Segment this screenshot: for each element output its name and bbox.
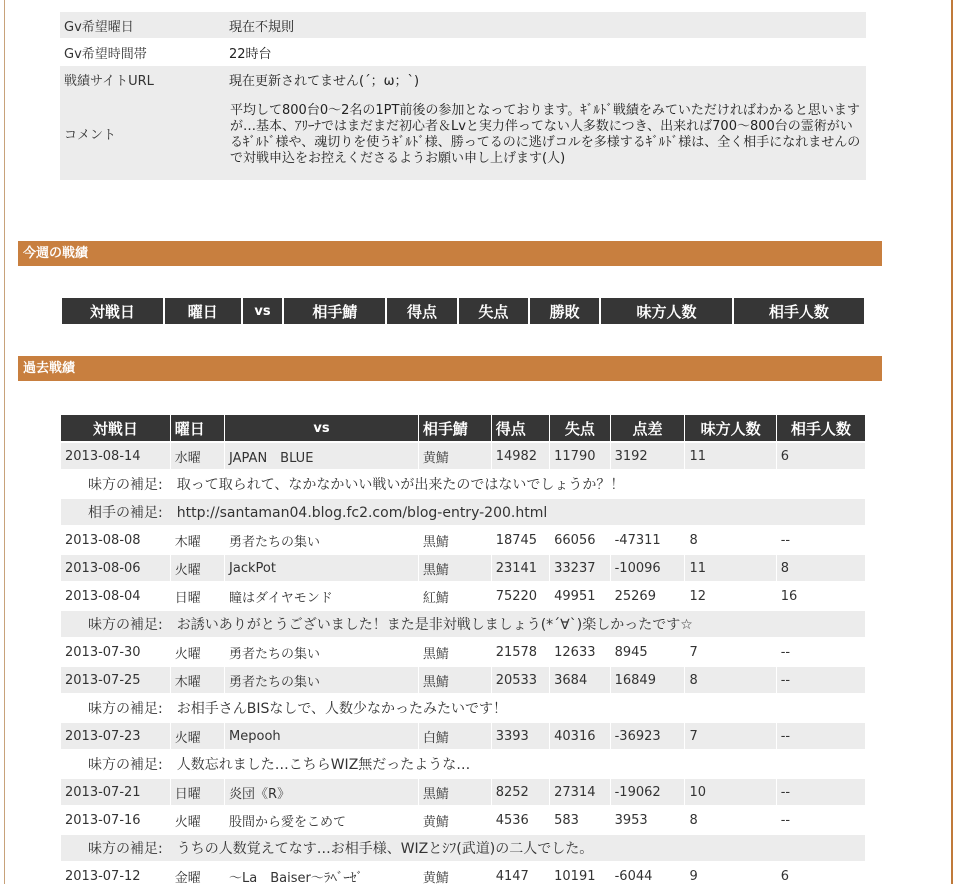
column-header: 対戦日 <box>62 298 163 324</box>
points-scored: 4147 <box>495 868 529 884</box>
column-header: 相手人数 <box>734 298 864 324</box>
weekday: 金曜 <box>174 870 201 886</box>
match-date: 2013-08-06 <box>61 555 170 581</box>
column-header: 曜日 <box>165 298 241 324</box>
opponent-guild: ～La Baiser～ﾗﾍﾞｰｾﾞ <box>229 870 363 886</box>
points-lost: 40316 <box>550 723 609 749</box>
past-header-row <box>61 415 865 441</box>
column-header: 相手鯖 <box>284 298 385 324</box>
profile-value: 現在不規則 <box>225 12 866 38</box>
match-date: 2013-07-16 <box>65 812 141 828</box>
opponent-server: 黒鯖 <box>419 555 491 581</box>
ally-count: 11 <box>685 555 775 581</box>
point-difference: -47311 <box>614 532 661 548</box>
points-scored: 20533 <box>492 667 549 693</box>
ally-count: 9 <box>689 868 698 884</box>
column-header: vs <box>225 415 418 441</box>
column-header: 点差 <box>611 415 685 441</box>
opponent-guild: Mepooh <box>225 723 418 749</box>
column-header: 勝敗 <box>530 298 599 324</box>
column-header: 対戦日 <box>61 415 170 441</box>
points-lost: 12633 <box>554 644 596 660</box>
column-header: vs <box>243 298 283 324</box>
point-difference: 16849 <box>611 667 685 693</box>
opponent-count: -- <box>777 779 865 805</box>
this-week-results-table <box>60 298 866 324</box>
note-row <box>61 611 865 637</box>
match-row <box>61 583 865 609</box>
column-header: 相手人数 <box>777 415 865 441</box>
points-scored: 8252 <box>492 779 549 805</box>
profile-label: Gv希望時間帯 <box>64 46 147 62</box>
profile-comment-text: 平均して800台0～2名の1PT前後の参加となっております。ｷﾞﾙﾄﾞ戦績をみていただければわかると思いますが…基本、ｱﾘｰﾅではまだまだ初心者＆Lvと実力伴ってない人多数につき、出来れば700～800台の霊術がいるｷﾞﾙﾄﾞ様や、魂切りを使うｷﾞﾙﾄﾞ様、勝ってるのに逃げコルを多様するｷﾞﾙﾄﾞ様は、全く相手になれませんので対戦申込をお控えくださるようお願い申し上げます(人) <box>225 92 866 180</box>
match-row <box>61 667 865 693</box>
match-date: 2013-08-14 <box>61 443 170 469</box>
match-note: 味方の補足: 人数忘れました…こちらWIZ無だったような… <box>88 757 471 773</box>
profile-label: 戦績サイトURL <box>60 66 225 92</box>
points-scored: 3393 <box>492 723 549 749</box>
opponent-count: 6 <box>777 443 865 469</box>
match-note: 味方の補足: お誘いありがとうございました！また是非対戦しましょう(*´∀`)楽しかったです☆ <box>61 611 865 637</box>
opponent-count: 6 <box>780 868 789 884</box>
match-note: 味方の補足: うちの人数覚えてなす…お相手様、WIZとｼﾌ(武道)の二人でした。 <box>61 835 865 861</box>
ally-count: 7 <box>689 644 698 660</box>
profile-row-gv-time <box>60 38 866 66</box>
match-row <box>61 555 865 581</box>
match-row <box>61 863 865 889</box>
ally-count: 8 <box>685 667 775 693</box>
column-header: 得点 <box>492 415 549 441</box>
match-date: 2013-07-12 <box>65 868 141 884</box>
points-lost: 11790 <box>550 443 609 469</box>
column-header: 相手鯖 <box>419 415 491 441</box>
opponent-server: 白鯖 <box>419 723 491 749</box>
past-results-table <box>60 413 866 891</box>
column-header: 失点 <box>459 298 528 324</box>
match-row <box>61 443 865 469</box>
page-right-border <box>951 0 953 884</box>
opponent-guild: 炎団《R》 <box>225 779 418 805</box>
points-lost: 49951 <box>554 588 596 604</box>
match-note: 相手の補足: http://santaman04.blog.fc2.com/blog-entry-200.html <box>61 499 865 525</box>
opponent-guild: JackPot <box>225 555 418 581</box>
match-date: 2013-07-21 <box>61 779 170 805</box>
opponent-count: -- <box>780 532 791 548</box>
match-row <box>61 807 865 833</box>
profile-row-comment <box>60 92 866 180</box>
weekday: 日曜 <box>171 779 224 805</box>
points-scored: 21578 <box>495 644 538 660</box>
opponent-guild: 勇者たちの集い <box>229 534 321 550</box>
weekday: 日曜 <box>174 590 201 606</box>
point-difference: -19062 <box>611 779 685 805</box>
opponent-guild: 股間から愛をこめて <box>229 814 347 830</box>
past-results-body <box>61 443 865 889</box>
column-header: 味方人数 <box>685 415 775 441</box>
ally-count: 11 <box>685 443 775 469</box>
points-lost: 3684 <box>550 667 609 693</box>
point-difference: 3192 <box>611 443 685 469</box>
profile-value: 22時台 <box>229 46 272 62</box>
points-scored: 18745 <box>495 532 538 548</box>
weekday: 木曜 <box>171 667 224 693</box>
points-scored: 4536 <box>495 812 529 828</box>
match-row <box>61 639 865 665</box>
column-header: 失点 <box>550 415 609 441</box>
weekday: 火曜 <box>174 646 201 662</box>
opponent-guild: 勇者たちの集い <box>229 646 321 662</box>
past-results-section-header: 過去戦績 <box>18 356 882 381</box>
profile-row-results-url <box>60 66 866 92</box>
profile-row-gv-day <box>60 12 866 38</box>
note-row <box>61 695 865 721</box>
ally-count: 8 <box>689 532 698 548</box>
column-header: 曜日 <box>171 415 224 441</box>
opponent-guild: 勇者たちの集い <box>225 667 418 693</box>
point-difference: -10096 <box>611 555 685 581</box>
opponent-server: 黄鯖 <box>422 814 449 830</box>
opponent-count: 16 <box>780 588 798 604</box>
match-date: 2013-07-23 <box>61 723 170 749</box>
opponent-guild: 瞳はダイヤモンド <box>229 590 333 606</box>
opponent-server: 黒鯖 <box>422 646 449 662</box>
opponent-server: 紅鯖 <box>422 590 449 606</box>
weekday: 火曜 <box>174 814 201 830</box>
points-lost: 10191 <box>554 868 596 884</box>
ally-count: 10 <box>685 779 775 805</box>
match-note: 味方の補足: 取って取られて、なかなかいい戦いが出来たのではないでしょうか？！ <box>88 477 625 493</box>
weekday: 火曜 <box>171 555 224 581</box>
point-difference: 8945 <box>614 644 648 660</box>
profile-value: 現在更新されてません(´；ω；`) <box>225 66 866 92</box>
point-difference: -36923 <box>611 723 685 749</box>
opponent-server: 黒鯖 <box>419 667 491 693</box>
note-row <box>61 751 865 777</box>
points-scored: 14982 <box>492 443 549 469</box>
profile-label: コメント <box>60 92 225 180</box>
weekday: 木曜 <box>174 534 201 550</box>
ally-count: 12 <box>689 588 706 604</box>
opponent-count: 8 <box>777 555 865 581</box>
opponent-server: 黒鯖 <box>422 534 449 550</box>
profile-label: Gv希望曜日 <box>60 12 225 38</box>
weekday: 火曜 <box>171 723 224 749</box>
match-date: 2013-08-08 <box>65 532 141 548</box>
match-row <box>61 779 865 805</box>
point-difference: 25269 <box>614 588 656 604</box>
points-scored: 23141 <box>492 555 549 581</box>
opponent-count: -- <box>780 644 791 660</box>
points-scored: 75220 <box>495 588 538 604</box>
note-row <box>61 471 865 497</box>
opponent-count: -- <box>777 667 865 693</box>
note-row <box>61 835 865 861</box>
opponent-server: 黄鯖 <box>422 870 449 886</box>
weekday: 水曜 <box>171 443 224 469</box>
ally-count: 8 <box>689 812 698 828</box>
point-difference: -6044 <box>614 868 653 884</box>
points-lost: 66056 <box>554 532 596 548</box>
opponent-guild: JAPAN BLUE <box>225 443 418 469</box>
match-date: 2013-08-04 <box>65 588 141 604</box>
this-week-header-row <box>62 298 864 324</box>
note-row <box>61 499 865 525</box>
match-date: 2013-07-25 <box>61 667 170 693</box>
opponent-server: 黒鯖 <box>419 779 491 805</box>
this-week-section-header: 今週の戦績 <box>18 241 882 266</box>
column-header: 得点 <box>387 298 456 324</box>
points-lost: 27314 <box>550 779 609 805</box>
opponent-count: -- <box>777 723 865 749</box>
opponent-server: 黄鯖 <box>419 443 491 469</box>
match-row <box>61 527 865 553</box>
column-header: 味方人数 <box>601 298 731 324</box>
points-lost: 583 <box>554 812 579 828</box>
opponent-count: -- <box>780 812 791 828</box>
match-note: 味方の補足: お相手さんBISなしで、人数少なかったみたいです！ <box>88 701 508 717</box>
points-lost: 33237 <box>550 555 609 581</box>
point-difference: 3953 <box>614 812 648 828</box>
match-date: 2013-07-30 <box>65 644 141 660</box>
guild-profile-table <box>60 12 866 180</box>
ally-count: 7 <box>685 723 775 749</box>
page-left-border <box>4 0 5 884</box>
match-row <box>61 723 865 749</box>
